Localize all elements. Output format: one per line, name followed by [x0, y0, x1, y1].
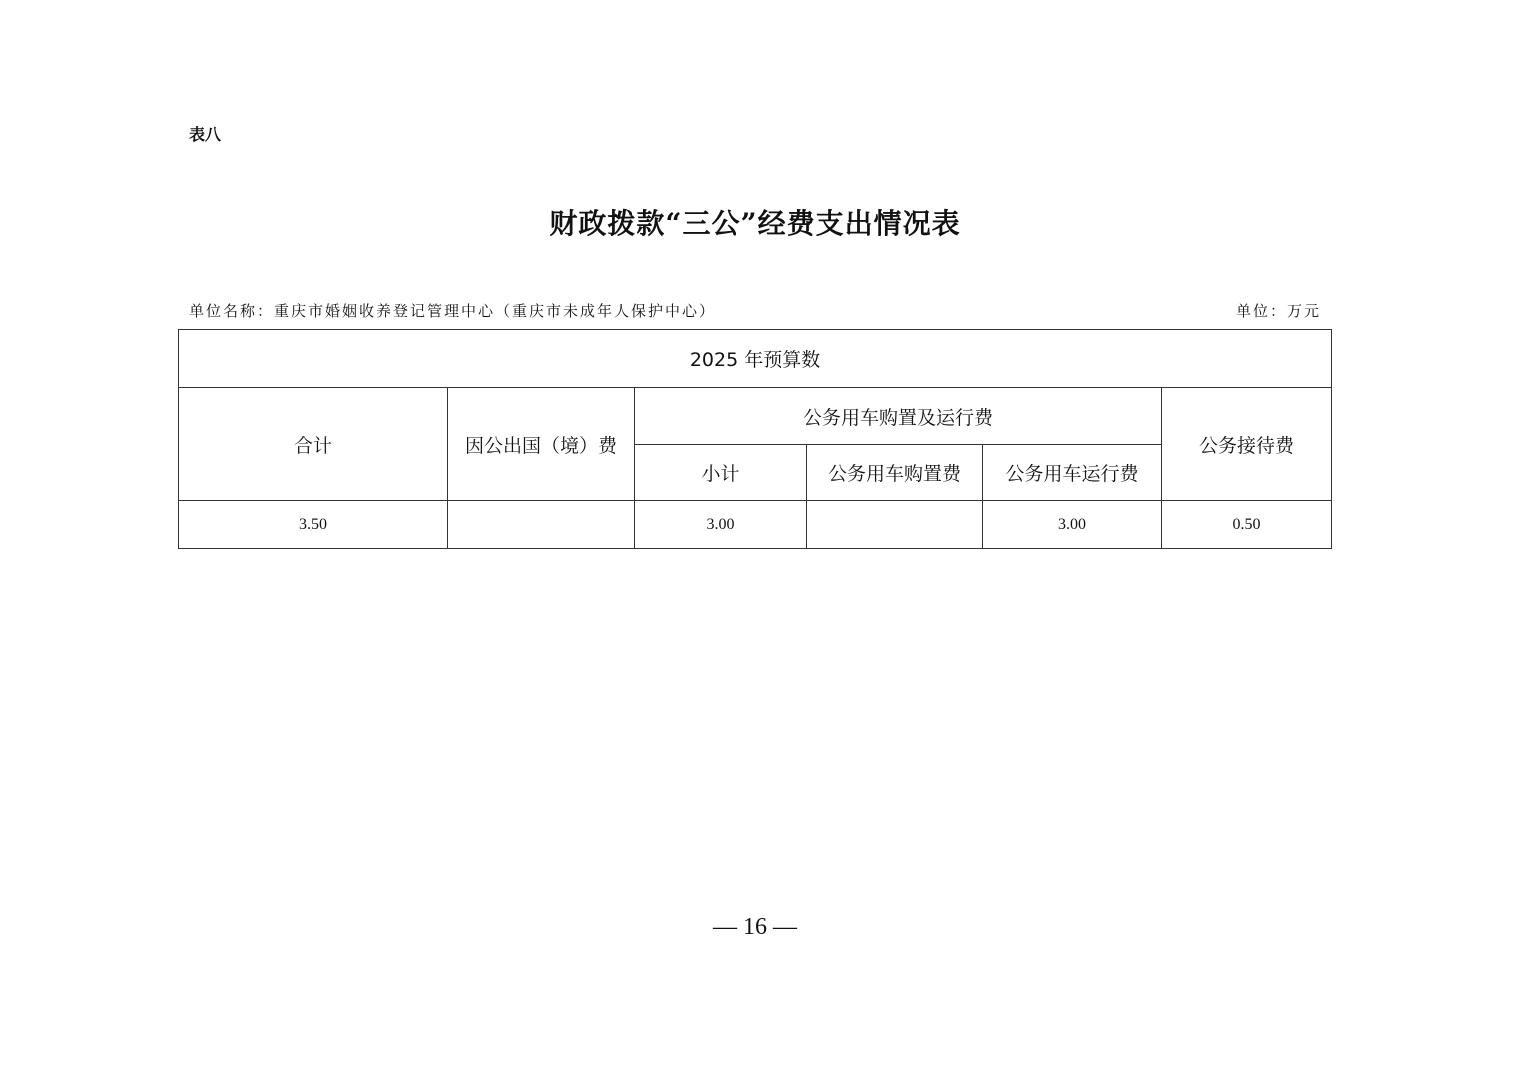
- cell-vehicle-purchase: [807, 501, 983, 549]
- table-row: [179, 388, 1332, 445]
- cell-overseas: [448, 501, 635, 549]
- unit-name: 单位名称：重庆市婚姻收养登记管理中心（重庆市未成年人保护中心）: [189, 302, 717, 320]
- cell-subtotal: 3.00: [635, 501, 807, 549]
- page-number: — 16 —: [713, 914, 797, 940]
- table-row: [179, 330, 1332, 388]
- budget-table: [178, 329, 1332, 549]
- header-total: 合计: [179, 388, 448, 501]
- unit-label: 单位：万元: [1235, 302, 1321, 320]
- header-reception: 公务接待费: [1162, 388, 1332, 501]
- cell-vehicle-operation: 3.00: [983, 501, 1162, 549]
- meta-row: [189, 300, 1321, 321]
- header-overseas: 因公出国（境）费: [448, 388, 635, 501]
- table-label: 表八: [189, 125, 222, 144]
- cell-total: 3.50: [179, 501, 448, 549]
- table-row: [179, 501, 1332, 549]
- cell-reception: 0.50: [1162, 501, 1332, 549]
- header-subtotal: 小计: [635, 445, 807, 501]
- header-vehicle: 公务用车购置及运行费: [635, 388, 1162, 445]
- year-header: 2025 年预算数: [179, 330, 1332, 388]
- header-vehicle-purchase: 公务用车购置费: [807, 445, 983, 501]
- page-title: 财政拨款“三公”经费支出情况表: [549, 207, 961, 240]
- header-vehicle-operation: 公务用车运行费: [983, 445, 1162, 501]
